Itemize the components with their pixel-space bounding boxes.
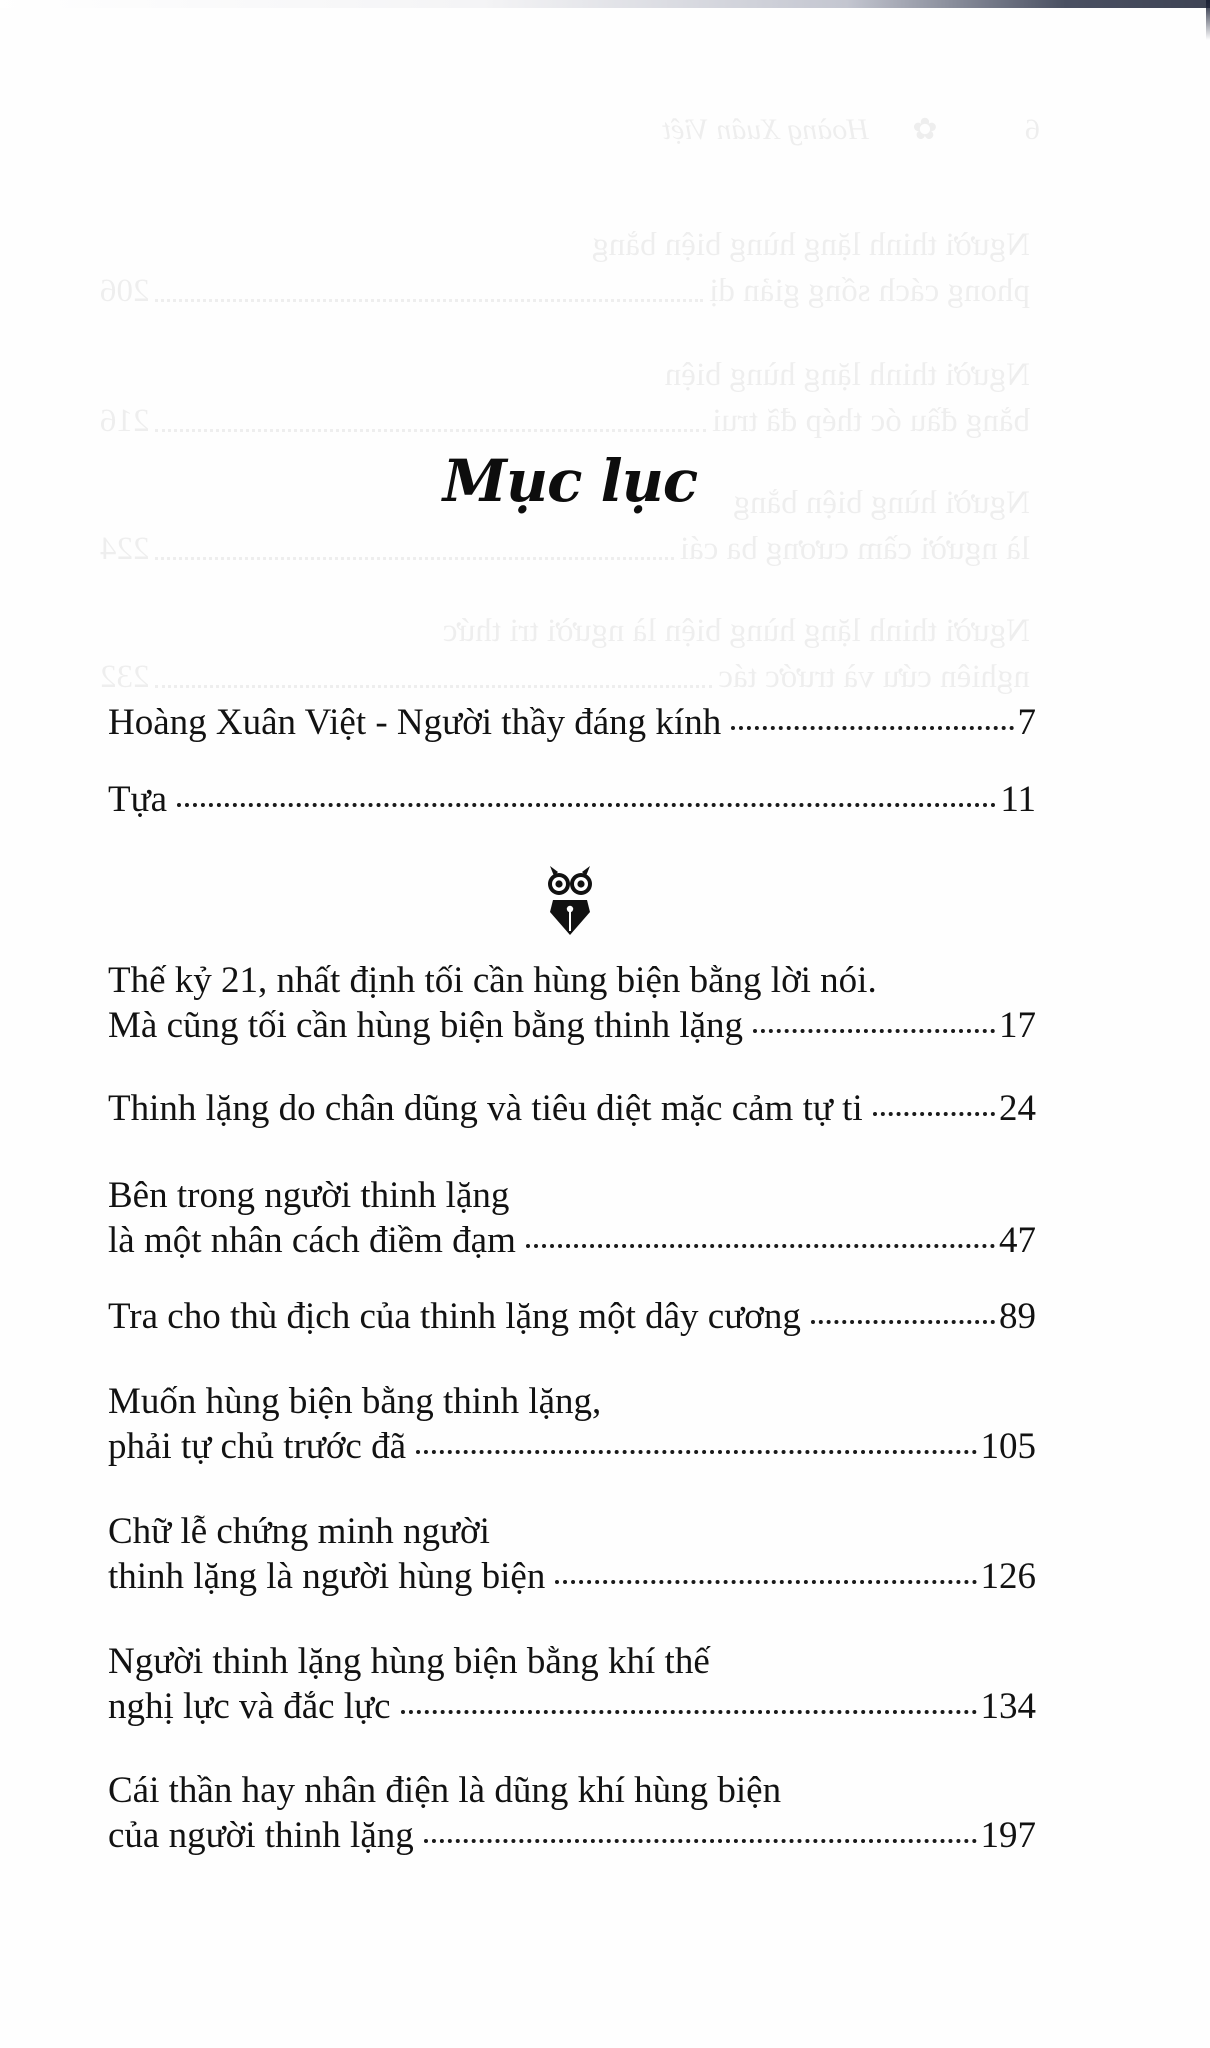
book-top-edge bbox=[0, 0, 1210, 8]
show-through-entry bbox=[100, 608, 1030, 700]
toc-page-number: 105 bbox=[980, 1426, 1036, 1467]
toc-page-number: 11 bbox=[1000, 779, 1036, 820]
toc-entry-title: phải tự chủ trước đã bbox=[108, 1426, 407, 1467]
show-through-owl-icon: ✿ bbox=[912, 113, 938, 146]
toc-entry-title: của người thinh lặng bbox=[108, 1815, 414, 1856]
show-through-line: Người thinh lặng hùng biện là người tri thức bbox=[442, 613, 1030, 649]
show-through-line bbox=[100, 654, 1030, 700]
show-through-leader bbox=[156, 526, 674, 560]
show-through-leader bbox=[156, 268, 704, 302]
toc-entry-chapter-7[interactable] bbox=[108, 1639, 1036, 1729]
toc-page-number: 134 bbox=[980, 1686, 1036, 1727]
show-through-running-header bbox=[663, 112, 1040, 147]
toc-line bbox=[108, 700, 1036, 745]
toc-entry-title: nghị lực và đắc lực bbox=[108, 1686, 391, 1727]
show-through-page: 224 bbox=[100, 531, 150, 567]
toc-line: Muốn hùng biện bằng thinh lặng, bbox=[108, 1381, 602, 1422]
toc-entry-title: thinh lặng là người hùng biện bbox=[108, 1556, 546, 1597]
toc-line: Bên trong người thinh lặng bbox=[108, 1175, 510, 1216]
toc-entry-foreword[interactable] bbox=[108, 777, 1036, 822]
toc-line bbox=[108, 1086, 1036, 1131]
dot-leader bbox=[873, 1112, 995, 1116]
show-through-page: 216 bbox=[100, 403, 150, 439]
show-through-text: bằng đầu óc thép đã trui bbox=[712, 403, 1030, 439]
toc-entry-chapter-4[interactable] bbox=[108, 1294, 1036, 1339]
toc-page-number: 24 bbox=[999, 1088, 1036, 1129]
toc-line bbox=[108, 1813, 1036, 1858]
toc-page-number: 89 bbox=[999, 1296, 1036, 1337]
toc-line bbox=[108, 1424, 1036, 1469]
toc-line: Chữ lễ chứng minh người bbox=[108, 1511, 490, 1552]
show-through-line bbox=[100, 526, 1030, 572]
toc-page-number: 126 bbox=[980, 1556, 1036, 1597]
show-through-text: phong cách sống giản dị bbox=[709, 273, 1030, 309]
dot-leader bbox=[811, 1320, 995, 1324]
dot-leader bbox=[416, 1450, 976, 1454]
dot-leader bbox=[424, 1839, 977, 1843]
toc-page-number: 17 bbox=[999, 1005, 1036, 1046]
toc-line bbox=[108, 777, 1036, 822]
toc-line: Thế kỷ 21, nhất định tối cần hùng biện bằng lời nói. bbox=[108, 960, 877, 1001]
toc-entry-chapter-1[interactable] bbox=[108, 958, 1036, 1048]
toc-entry-title: là một nhân cách điềm đạm bbox=[108, 1220, 516, 1261]
toc-line bbox=[108, 1554, 1036, 1599]
toc-page-number: 47 bbox=[999, 1220, 1036, 1261]
toc-line bbox=[108, 1218, 1036, 1263]
show-through-line: Người hùng biện bằng bbox=[733, 485, 1030, 521]
show-through-text: nghiên cứu và trước tác bbox=[718, 659, 1030, 695]
show-through-page: 206 bbox=[100, 273, 150, 309]
toc-page-number: 7 bbox=[1017, 702, 1036, 743]
toc-entry-title: Thinh lặng do chân dũng và tiêu diệt mặc cảm tự ti bbox=[108, 1088, 863, 1129]
dot-leader bbox=[526, 1244, 995, 1248]
show-through-entry bbox=[100, 222, 1030, 314]
show-through-page: 232 bbox=[100, 659, 150, 695]
dot-leader bbox=[401, 1710, 977, 1714]
toc-entry-title: Hoàng Xuân Việt - Người thầy đáng kính bbox=[108, 702, 722, 743]
toc-entry-chapter-2[interactable] bbox=[108, 1086, 1036, 1131]
show-through-text: là người cầm cương ba cái bbox=[679, 531, 1030, 567]
toc-line bbox=[108, 1294, 1036, 1339]
show-through-line: Người thinh lặng hùng biện bbox=[664, 357, 1030, 393]
show-through-line: Người thinh lặng hùng biện bằng bbox=[592, 227, 1030, 263]
toc-entry-title: Mà cũng tối cần hùng biện bằng thinh lặng bbox=[108, 1005, 744, 1046]
show-through-leader bbox=[156, 654, 713, 688]
show-through-entry bbox=[100, 352, 1030, 444]
toc-entry-chapter-3[interactable] bbox=[108, 1173, 1036, 1263]
show-through-page-number: 6 bbox=[1025, 113, 1040, 146]
dot-leader bbox=[731, 726, 1013, 730]
toc-page-number: 197 bbox=[980, 1815, 1036, 1856]
toc-entry-chapter-8[interactable] bbox=[108, 1768, 1036, 1858]
dot-leader bbox=[177, 803, 996, 807]
toc-line: Người thinh lặng hùng biện bằng khí thế bbox=[108, 1641, 710, 1682]
show-through-line bbox=[100, 268, 1030, 314]
toc-entry-chapter-6[interactable] bbox=[108, 1509, 1036, 1599]
page-title: Mục lục bbox=[442, 447, 698, 515]
toc-entry-preface-author[interactable] bbox=[108, 700, 1036, 745]
toc-line: Cái thần hay nhân điện là dũng khí hùng biện bbox=[108, 1770, 782, 1811]
toc-entry-title: Tựa bbox=[108, 779, 168, 820]
dot-leader bbox=[753, 1029, 995, 1033]
owl-pen-nib-icon bbox=[546, 862, 594, 936]
show-through-line bbox=[100, 398, 1030, 444]
toc-entry-chapter-5[interactable] bbox=[108, 1379, 1036, 1469]
dot-leader bbox=[555, 1580, 976, 1584]
book-right-edge bbox=[1206, 0, 1210, 40]
toc-line bbox=[108, 1684, 1036, 1729]
toc-line bbox=[108, 1003, 1036, 1048]
toc-entry-title: Tra cho thù địch của thinh lặng một dây cương bbox=[108, 1296, 801, 1337]
show-through-author: Hoàng Xuân Việt bbox=[662, 113, 869, 146]
show-through-leader bbox=[156, 398, 707, 432]
